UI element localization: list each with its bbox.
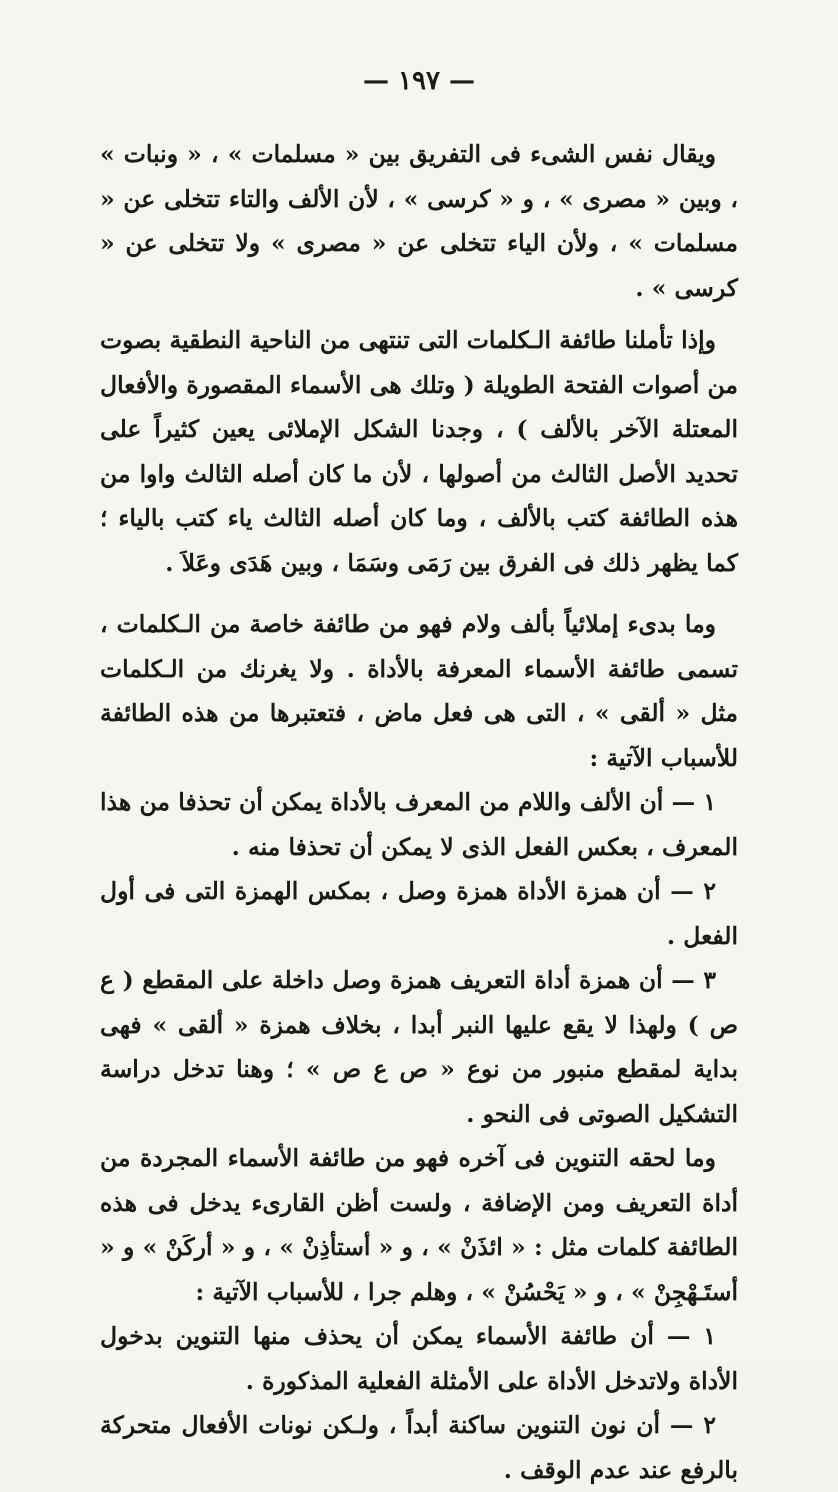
paragraph-4: وما لحقه التنوين فى آخره فهو من طائفة الأسماء المجردة من أداة التعريف ومن الإضافة ، ولست أظن القارىء يدخل فى هذه الطائفة كلمات مثل : « ائذَنْ » ، و « أستأذِنْ » ، و « أركَنْ » و « أستَـهْجِنْ » ، و « يَحْسُنْ » ، وهلم جرا ، للأسباب الآتية :: [100, 1144, 738, 1306]
list-item-2: ٢ — أن همزة الأداة همزة وصل ، بمكس الهمزة التى فى أول الفعل .: [100, 877, 738, 950]
paragraph-1: ويقال نفس الشىء فى التفريق بين « مسلمات » ، « ونبات » ، وبين « مصرى » ، و « كرسى » ، لأن الألف والتاء تتخلى عن « مسلمات » ، ولأن الياء تتخلى عن « مصرى » ولا تتخلى عن « كرسى » .: [100, 140, 738, 302]
page-number: — ١٩٧ —: [362, 66, 476, 96]
list-item-4: ١ — أن طائفة الأسماء يمكن أن يحذف منها التنوين بدخول الأداة ولاتدخل الأداة على الأمثلة الفعلية المذكورة .: [100, 1322, 738, 1395]
paragraph-2: وإذا تأملنا طائفة الـكلمات التى تنتهى من الناحية النطقية بصوت من أصوات الفتحة الطويلة ( وتلك هى الأسماء المقصورة والأفعال المعتلة الآخر بالألف ) ، وجدنا الشكل الإملائى يعين كثيراً على تحديد الأصل الثالث من أصولها ، لأن ما كان أصله الثالث واوا من هذه الطائفة كتب بالألف ، وما كان أصله الثالث ياء كتب بالياء ؛ كما يظهر ذلك فى الفرق بين رَمَى وسَمَا ، وبين هَدَى وعَلاَ .: [100, 326, 738, 577]
list-item-1: ١ — أن الألف واللام من المعرف بالأداة يمكن أن تحذفا من هذا المعرف ، بعكس الفعل الذى لا يمكن أن تحذفا منه .: [100, 788, 738, 861]
paragraph-3: وما بدىء إملائياً بألف ولام فهو من طائفة خاصة من الـكلمات ، تسمى طائفة الأسماء المعرفة بالأداة . ولا يغرنك من الـكلمات مثل « ألقى » ، التى هى فعل ماض ، فتعتبرها من هذه الطائفة للأسباب الآتية :: [100, 610, 738, 772]
list-item-5: ٢ — أن نون التنوين ساكنة أبداً ، ولـكن نونات الأفعال متحركة بالرفع عند عدم الوقف .: [100, 1411, 738, 1484]
page-body: [100, 132, 738, 1492]
list-item-3: ٣ — أن همزة أداة التعريف همزة وصل داخلة على المقطع ( ع ص ) ولهذا لا يقع عليها النبر أبدا ، بخلاف همزة « ألقى » فهى بداية لمقطع منبور من نوع « ص ع ص » ؛ وهنا تدخل دراسة التشكيل الصوتى فى النحو .: [100, 966, 738, 1128]
